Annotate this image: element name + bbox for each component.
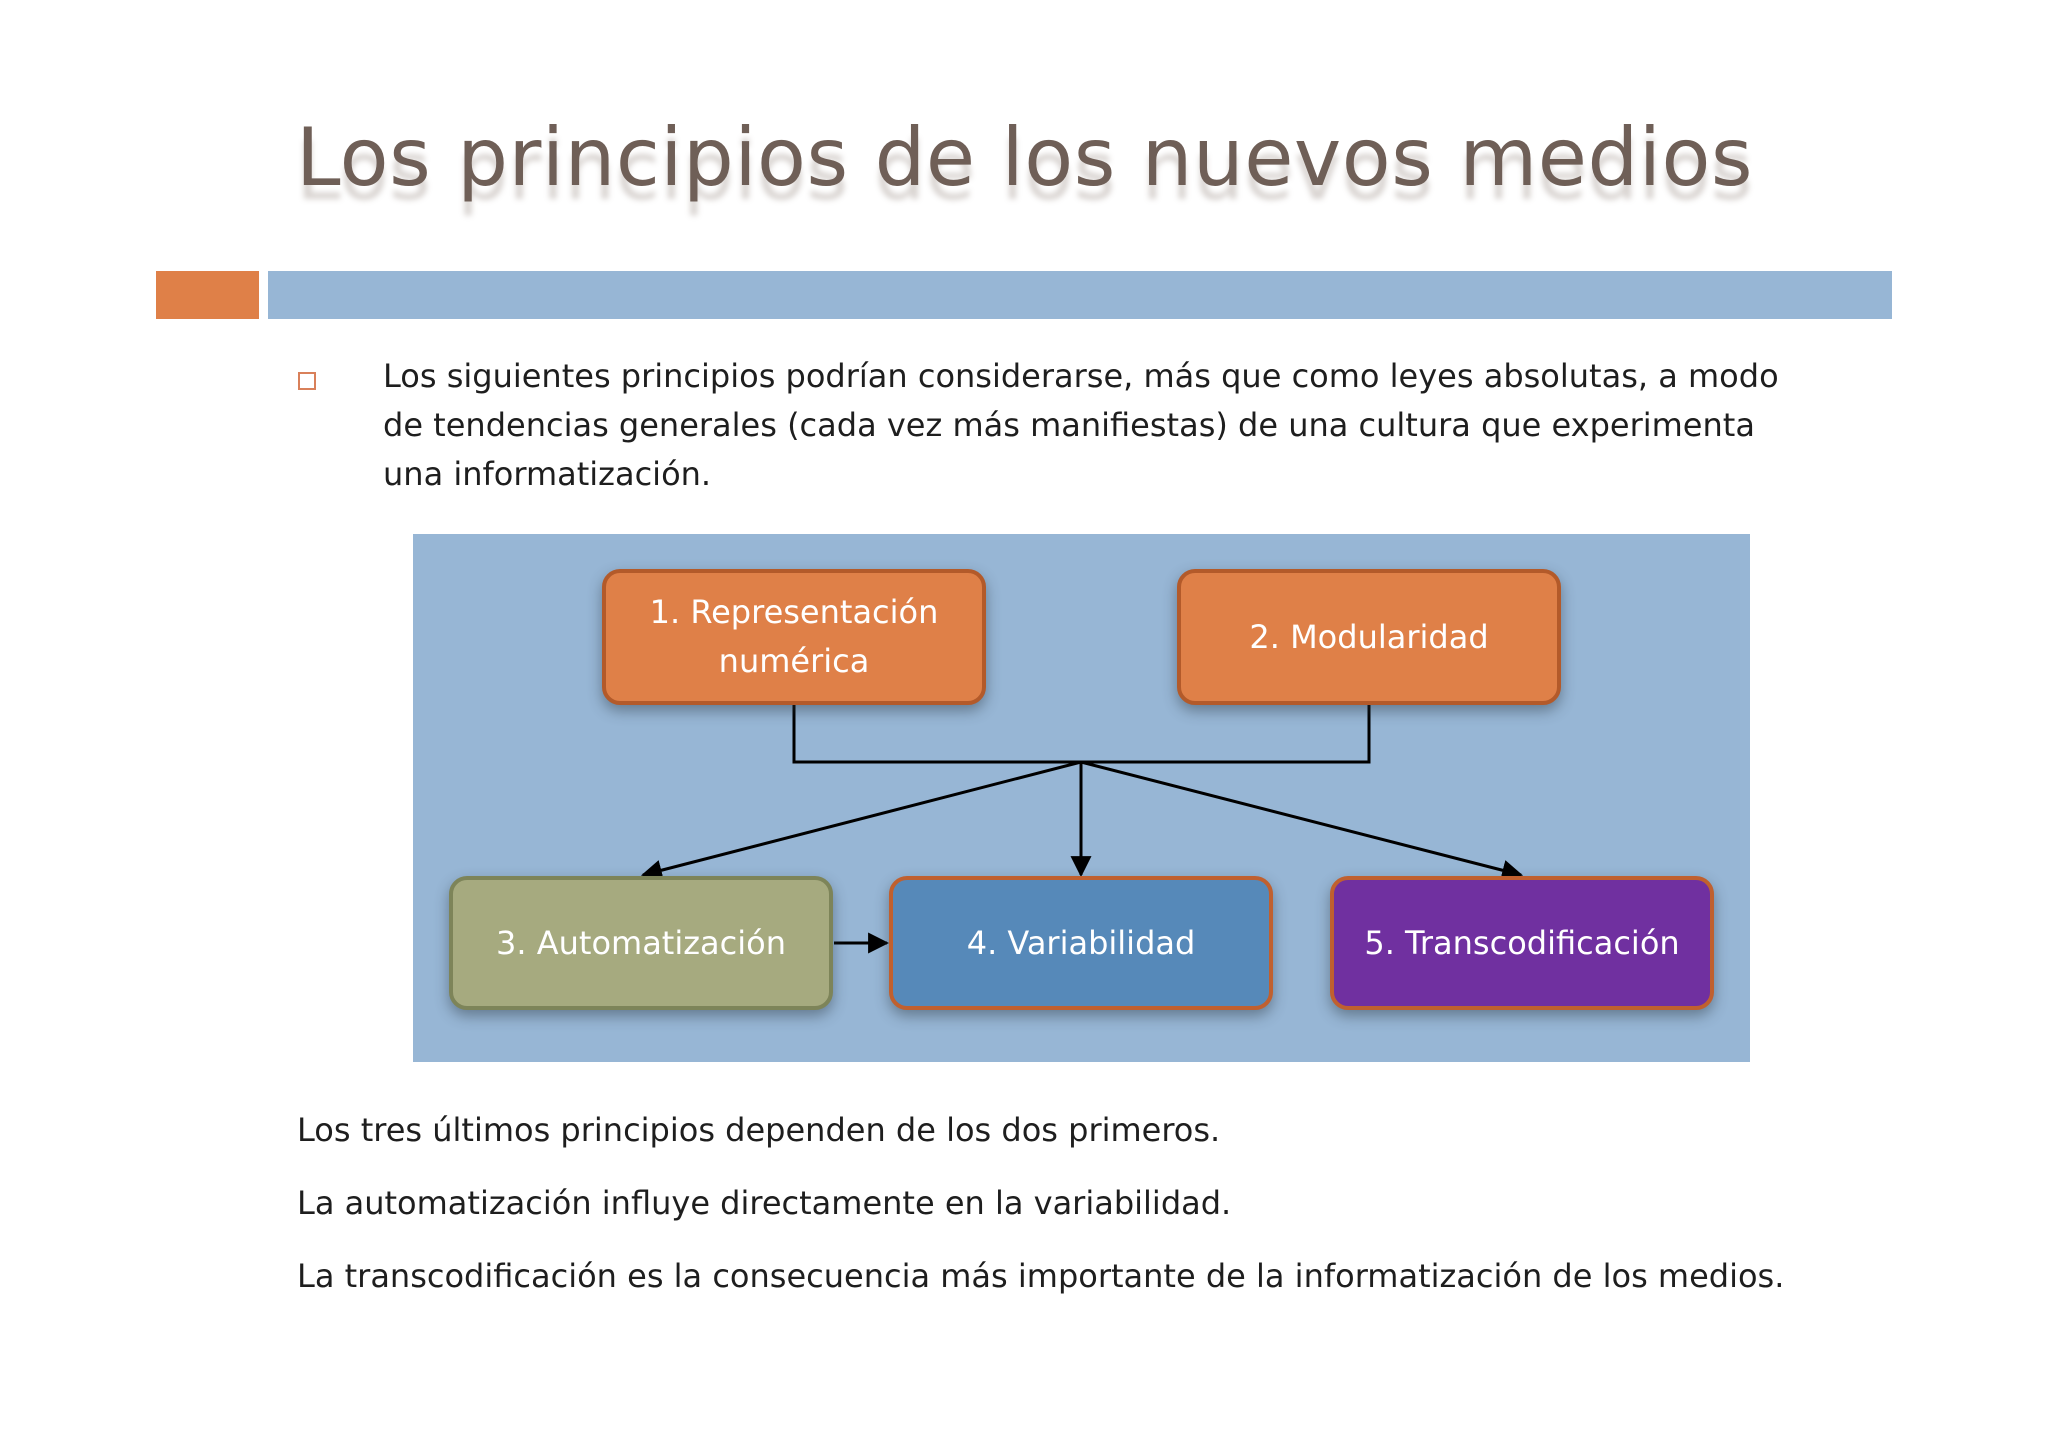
box-variabilidad	[889, 876, 1273, 1010]
bullet-text: Los siguientes principios podrían considerarse, más que como leyes absolutas, a modo de tendencias generales (cada vez más manifiestas) de una cultura que experimenta una informatización.	[383, 357, 1779, 493]
slide-title: Los principios de los nuevos medios	[296, 111, 1754, 204]
box-automatizacion	[449, 876, 833, 1010]
accent-bar-blue	[268, 271, 1892, 319]
box-transcodificacion	[1330, 876, 1714, 1010]
box-label: 1. Representación numérica	[649, 593, 939, 680]
accent-bar-orange	[156, 271, 259, 319]
bullet-square-icon	[298, 372, 316, 390]
arrow-to-transcodificacion	[1081, 762, 1521, 875]
note-line: Los tres últimos principios dependen de los dos primeros.	[297, 1111, 1221, 1149]
principles-diagram	[413, 534, 1750, 1062]
box-label: 2. Modularidad	[1249, 617, 1489, 656]
note-line: La transcodificación es la consecuencia más importante de la informatización de los medios.	[297, 1257, 1785, 1295]
box-label: 3. Automatización	[496, 923, 786, 962]
note-line: La automatización influye directamente en la variabilidad.	[297, 1184, 1232, 1222]
box-modularidad	[1177, 569, 1561, 705]
arrow-to-automatizacion	[643, 762, 1081, 875]
box-label: 4. Variabilidad	[966, 923, 1196, 962]
box-representacion-numerica	[602, 569, 986, 705]
box-label: 5. Transcodificación	[1364, 923, 1680, 962]
connector-join	[794, 705, 1369, 762]
